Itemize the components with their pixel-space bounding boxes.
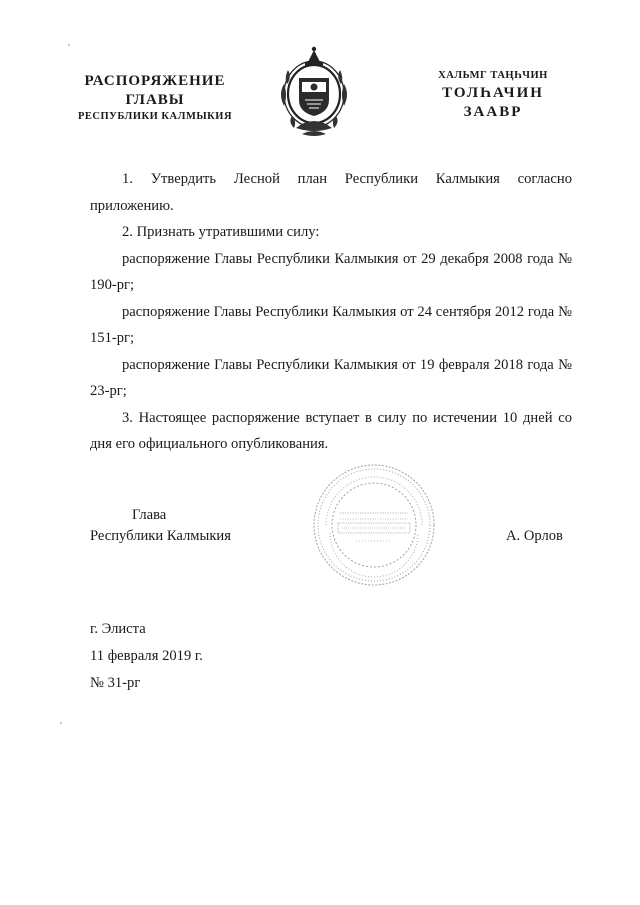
paragraph-2: 2. Признать утратившими силу: bbox=[122, 224, 320, 240]
document-footer bbox=[90, 616, 203, 697]
header-right-line1: ХАЛЬМГ ТАҢҺЧИН bbox=[438, 70, 548, 81]
header-left-line2: ГЛАВЫ bbox=[125, 92, 185, 108]
header-right-line3: ЗААВР bbox=[463, 104, 523, 120]
header-left-line3: РЕСПУБЛИКИ КАЛМЫКИЯ bbox=[77, 111, 233, 122]
paragraph-6: 3. Настоящее распоряжение вступает в силу по истечении 10 дней со дня его официального опубликования. bbox=[90, 409, 572, 452]
signature-title-line2: Республики Калмыкия bbox=[90, 528, 231, 544]
signature-title-line1: Глава bbox=[132, 507, 167, 523]
header-left-title bbox=[60, 72, 250, 124]
paragraph-3: распоряжение Главы Республики Калмыкия от 29 декабря 2008 года № 190-рг; bbox=[90, 250, 572, 293]
paragraph-1: 1. Утвердить Лесной план Республики Калмыкия согласно приложению. bbox=[90, 171, 572, 214]
header-right-line2: ТОЛҺАЧИН bbox=[442, 85, 544, 101]
footer-number: № 31-рг bbox=[90, 675, 141, 691]
footer-city: г. Элиста bbox=[90, 621, 146, 637]
scan-speck bbox=[68, 44, 70, 46]
scan-speck bbox=[60, 722, 62, 724]
signature-title bbox=[90, 505, 231, 547]
paragraph-5: распоряжение Главы Республики Калмыкия от 19 февраля 2018 года № 23-рг; bbox=[90, 356, 572, 399]
document-body bbox=[90, 166, 572, 458]
signature-name: А. Орлов bbox=[506, 528, 563, 544]
coat-of-arms-emblem-icon bbox=[272, 44, 356, 140]
header-right-title bbox=[408, 68, 578, 122]
official-seal-stamp-icon bbox=[312, 463, 436, 587]
paragraph-4: распоряжение Главы Республики Калмыкия от 24 сентября 2012 года № 151-рг; bbox=[90, 303, 572, 346]
footer-date: 11 февраля 2019 г. bbox=[90, 648, 203, 664]
header-left-line1: РАСПОРЯЖЕНИЕ bbox=[84, 73, 226, 89]
